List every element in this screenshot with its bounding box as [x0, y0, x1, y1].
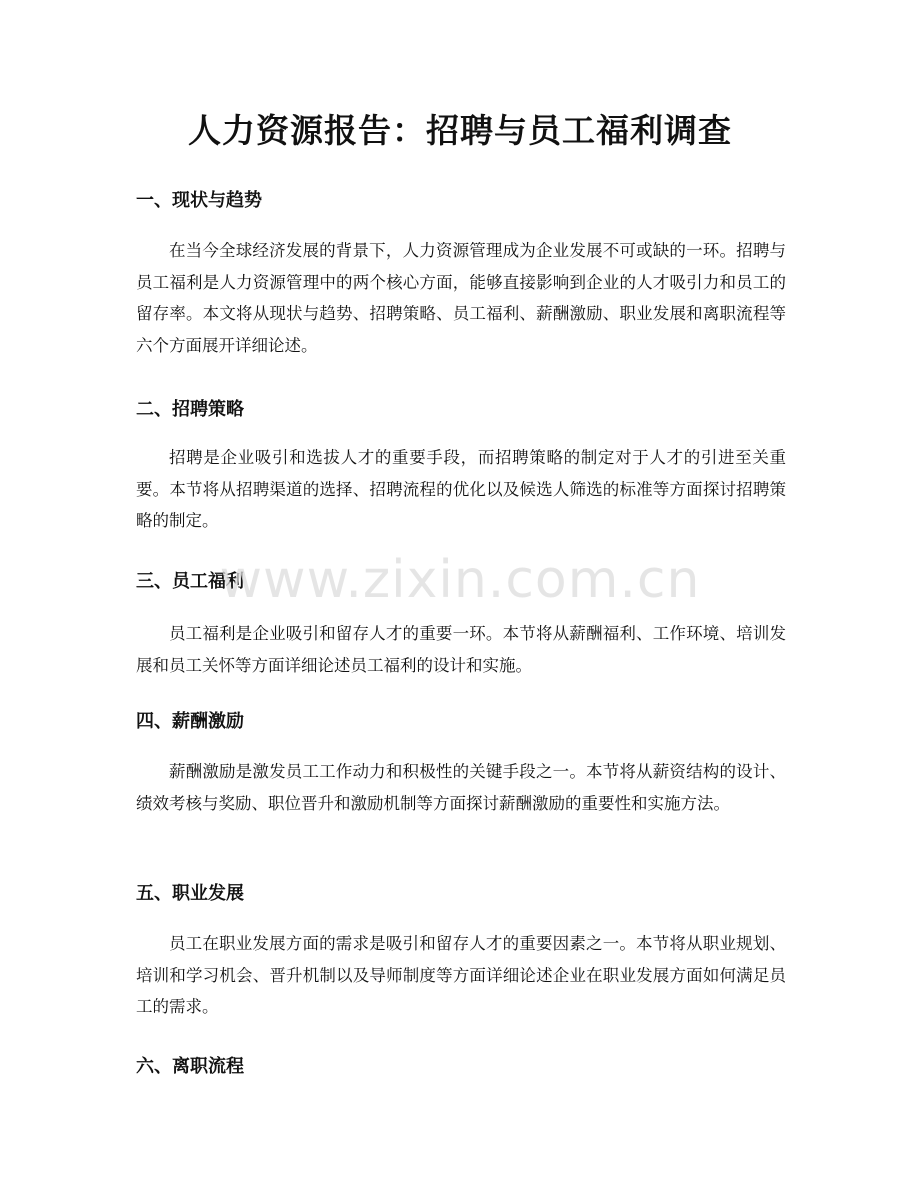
- section-heading-compensation-incentives: 四、薪酬激励: [136, 711, 244, 732]
- section-body-employee-benefits: 员工福利是企业吸引和留存人才的重要一环。本节将从薪酬福利、工作环境、培训发展和员工关怀等方面详细论述员工福利的设计和实施。: [136, 624, 786, 675]
- watermark: www.zixin.com.cn: [219, 550, 701, 610]
- section-heading-recruitment-strategy: 二、招聘策略: [136, 399, 244, 420]
- section-heading-employee-benefits: 三、员工福利: [136, 571, 244, 592]
- section-heading-status-trends: 一、现状与趋势: [136, 190, 262, 211]
- document-title: 人力资源报告：招聘与员工福利调查: [188, 111, 732, 150]
- section-body-recruitment-strategy: 招聘是企业吸引和选拔人才的重要手段，而招聘策略的制定对于人才的引进至关重要。本节将从招聘渠道的选择、招聘流程的优化以及候选人筛选的标准等方面探讨招聘策略的制定。: [136, 448, 786, 530]
- section-heading-resignation-process: 六、离职流程: [136, 1056, 244, 1077]
- section-body-career-development: 员工在职业发展方面的需求是吸引和留存人才的重要因素之一。本节将从职业规划、培训和学习机会、晋升机制以及导师制度等方面详细论述企业在职业发展方面如何满足员工的需求。: [136, 934, 786, 1016]
- section-heading-career-development: 五、职业发展: [136, 883, 244, 904]
- section-body-status-trends: 在当今全球经济发展的背景下，人力资源管理成为企业发展不可或缺的一环。招聘与员工福利是人力资源管理中的两个核心方面，能够直接影响到企业的人才吸引力和员工的留存率。本文将从现状与趋势、招聘策略、员工福利、薪酬激励、职业发展和离职流程等六个方面展开详细论述。: [136, 241, 786, 355]
- section-body-compensation-incentives: 薪酬激励是激发员工工作动力和积极性的关键手段之一。本节将从薪资结构的设计、绩效考核与奖励、职位晋升和激励机制等方面探讨薪酬激励的重要性和实施方法。: [136, 762, 786, 813]
